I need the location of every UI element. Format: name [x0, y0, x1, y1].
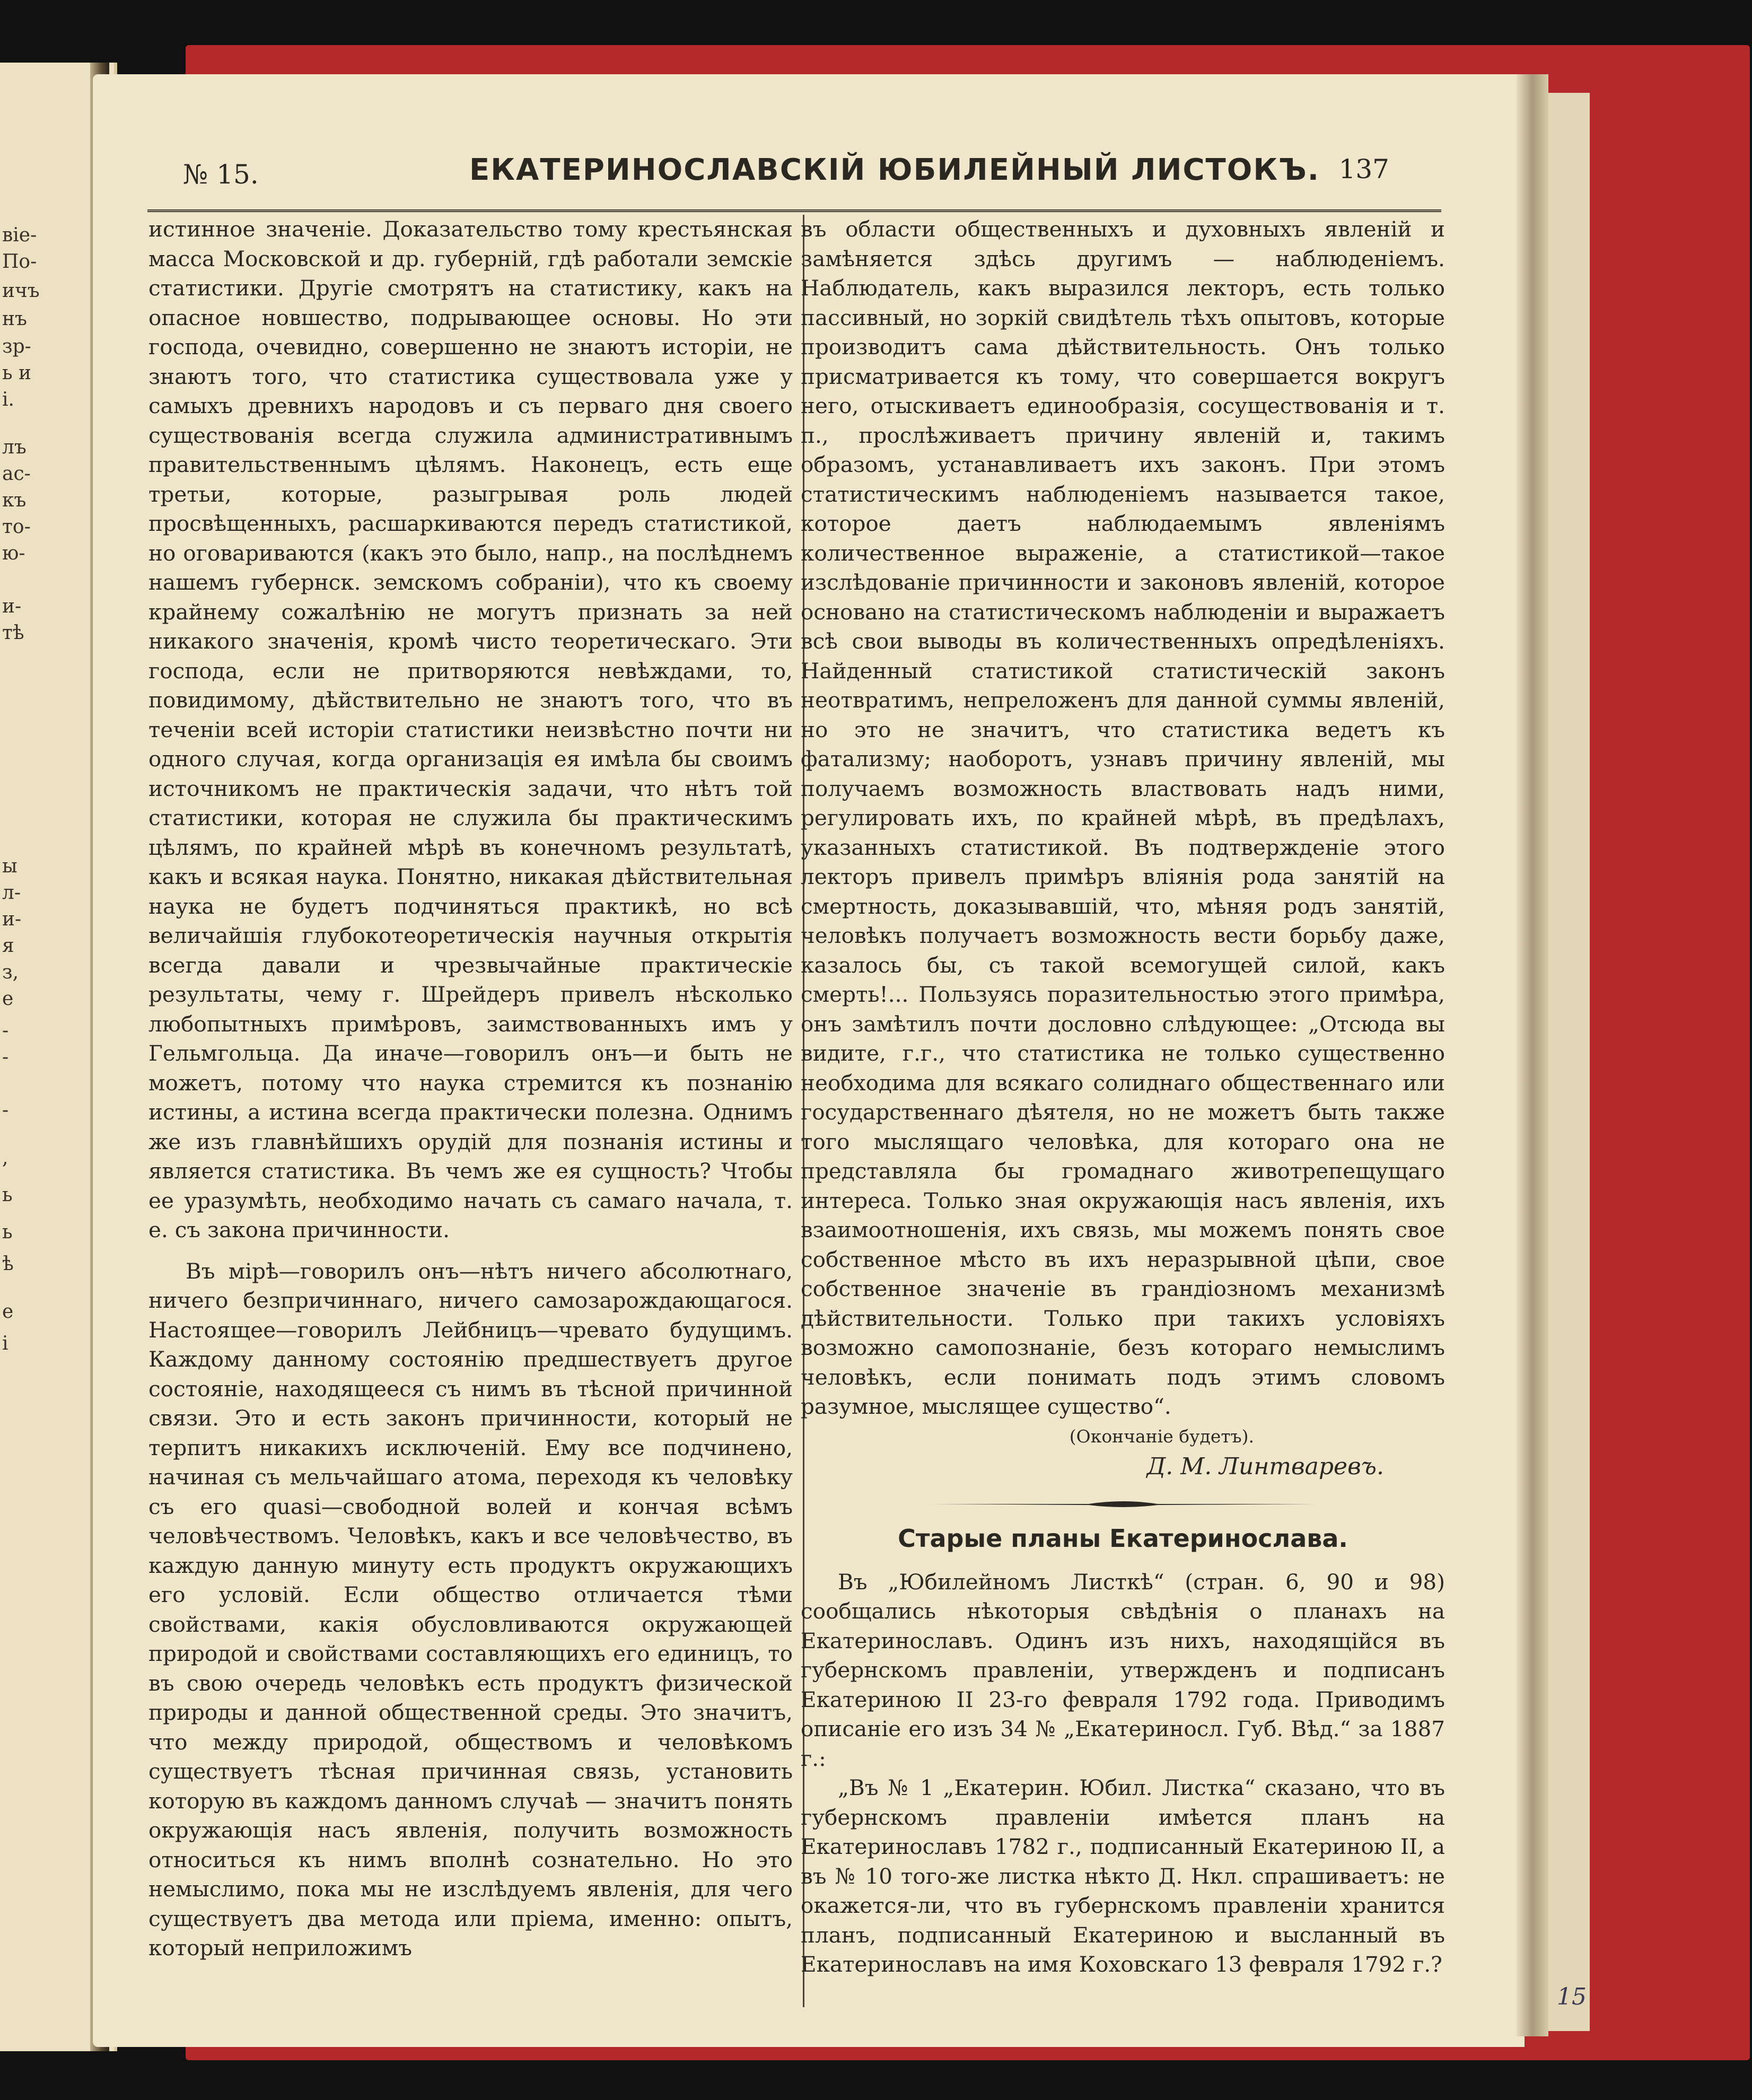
section-title: Старые планы Екатеринослава. [898, 1524, 1348, 1553]
facing-page-fragment: - [2, 1020, 9, 1042]
facing-page-fragment: - [2, 1046, 9, 1068]
facing-page-fragment: ичъ [2, 280, 40, 302]
facing-page-fragment: тѣ [2, 622, 24, 644]
facing-page-fragment: ѣ [2, 1253, 14, 1275]
facing-page-fragment: и- [2, 596, 22, 617]
facing-page-fragment: - [2, 1099, 9, 1121]
facing-page-fragment: зр- [2, 336, 31, 357]
left-paragraph-2: Въ мірѣ—говорилъ онъ—нѣтъ ничего абсолютнаго, ничего безпричиннаго, ничего самозарождающагося. Настоящее—говорилъ Лейбницъ—чревато будущимъ. Каждому данному состоянію предшествуетъ другое состояніе, находящееся съ нимъ въ тѣсной причинной связи. Это и есть законъ причинности, который не терпитъ никакихъ исключеній. Ему все подчинено, начиная съ мельчайшаго атома, переходя къ человѣку съ его quasi—свободной волей и кончая всѣмъ человѣчествомъ. Человѣкъ, какъ и все человѣчество, въ каждую данную минуту есть продуктъ окружающихъ его условій. Если общество отличается тѣми свойствами, какія обусловливаются окружающей природой и свойствами составляющихъ его единицъ, то въ свою очередь человѣкъ есть продуктъ физической природы и данной общественной среды. Это значитъ, что между природой, обществомъ и человѣкомъ существуетъ тѣсная причинная связь, установить которую въ каждомъ данномъ случаѣ — значитъ понять окружающія насъ явленія, получить возможность относиться къ нимъ вполнѣ сознательно. Но это немыслимо, пока мы не изслѣдуемъ явленія, для чего существуетъ два метода или пріема, именно: опытъ, который неприложимъ [148, 1258, 793, 1961]
pencil-margin-mark: 15 [1557, 1983, 1587, 2010]
page-curl-shadow [1517, 74, 1548, 2036]
continuation-note: (Окончаніе будетъ). [1069, 1425, 1254, 1447]
page-header [183, 148, 1389, 196]
facing-page-fragment: і [2, 1333, 8, 1354]
facing-page-fragment: віе- [2, 224, 37, 246]
facing-page-fragment: и- [2, 908, 22, 930]
facing-page-fragment: лъ [2, 436, 27, 458]
facing-page-fragment: е [2, 988, 14, 1010]
facing-page-fragment: ь [2, 1184, 13, 1206]
facing-page-fragment: По- [2, 251, 37, 273]
left-paragraph-1: истинное значеніе. Доказательство тому крестьянская масса Московской и др. губерній, гдѣ работали земскіе статистики. Другіе смотрятъ на статистику, какъ на опасное новшество, подрывающее основы. Но эти господа, очевидно, совершенно не знаютъ исторіи, не знаютъ того, что статистика существовала уже у самыхъ древнихъ народовъ и съ перваго дня своего существованія всегда служила административнымъ правительственнымъ цѣлямъ. Наконецъ, есть еще третьи, которые, разыгрывая роль людей просвѣщенныхъ, расшаркиваются передъ статистикой, но оговариваются (какъ это было, напр., на послѣднемъ нашемъ губернск. земскомъ собраніи), что къ своему крайнему сожалѣнію не могутъ признать за ней никакого значенія, кромѣ чисто теоретическаго. Эти господа, если не притворяются невѣждами, то, повидимому, дѣйствительно не знаютъ того, что въ теченіи всей исторіи статистики неизвѣстно почти ни одного случая, когда организація ея имѣла бы своимъ источникомъ не практическія задачи, что нѣтъ той статистики, которая не служила бы практическимъ цѣлямъ, по крайней мѣрѣ въ конечномъ результатѣ, какъ и всякая наука. Понятно, никакая дѣйствительная наука не будетъ подчиняться практикѣ, но всѣ величайшія глубокотеоретическія научныя открытія всегда давали и чрезвычайные практическіе результаты, чему г. Шрейдеръ привелъ нѣсколько любопытныхъ примѣровъ, заимствованныхъ имъ у Гельмгольца. Да иначе—говорилъ онъ—и быть не можетъ, потому что наука стремится къ познанію истины, а истина всегда практически полезна. Однимъ же изъ главнѣйшихъ орудій для познанія истины и является статистика. Въ чемъ же ея сущность? Чтобы ее уразумѣть, необходимо начать съ самаго начала, т. е. съ закона причинности. [148, 216, 793, 1242]
right-column [801, 215, 1445, 1980]
section-paragraph-2: „Въ № 1 „Екатерин. Юбил. Листка“ сказано, что въ губернскомъ правленіи имѣется планъ на Екатеринославъ 1782 г., подписанный Екатериною II, а въ № 10 того-же листка нѣкто Д. Нкл. спрашиваетъ: не окажется-ли, что въ губернскомъ правленіи хранится планъ, подписанный Екатериною и высланный въ Екатеринославъ на имя Коховскаго 13 февраля 1792 г.? [801, 1775, 1445, 1977]
author-signature: Д. М. Линтваревъ. [1146, 1452, 1384, 1480]
page-number: 137 [1338, 154, 1389, 185]
facing-page-fragment: ь [2, 1221, 13, 1243]
facing-page-fragment: ы [2, 855, 17, 877]
facing-page-fragment: з, [2, 961, 19, 983]
facing-page-fragment: къ [2, 489, 27, 511]
right-paragraph-1: въ области общественныхъ и духовныхъ явленій и замѣняется здѣсь другимъ — наблюденіемъ. Наблюдатель, какъ выразился лекторъ, есть только пассивный, но зоркій свидѣтель тѣхъ опытовъ, которые производитъ сама дѣйствительность. Онъ только присматривается къ тому, что совершается вокругъ него, отыскиваетъ единообразія, сосуществованія и т. п., прослѣживаетъ причину явленій и, такимъ образомъ, устанавливаетъ ихъ законъ. При этомъ статистическимъ наблюденіемъ называется такое, которое даетъ наблюдаемымъ явленіямъ количественное выраженіе, а статистикой—такое изслѣдованіе причинности и законовъ явленій, которое основано на статистическомъ наблюденіи и выражаетъ всѣ свои выводы въ количественныхъ опредѣленіяхъ. Найденный статистикой статистическій законъ неотвратимъ, непреложенъ для данной суммы явленій, но это не значитъ, что статистика ведетъ къ фатализму; наоборотъ, узнавъ причину явленій, мы получаемъ возможность властвовать надъ ними, регулировать ихъ, по крайней мѣрѣ, въ предѣлахъ, указанныхъ статистикой. Въ подтвержденіе этого лекторъ привелъ примѣръ вліянія рода занятій на смертность, доказывавшій, что, мѣняя родъ занятій, человѣкъ получаетъ возможность вести борьбу даже, казалось бы, съ такой всемогущей силой, какъ смерть!... Пользуясь поразительностью этого примѣра, онъ замѣтилъ почти дословно слѣдующее: „Отсюда вы видите, г.г., что статистика не только существенно необходима для всякаго солиднаго общественнаго или государственнаго дѣятеля, но не можетъ быть также того мыслящаго человѣка, для котораго она не представляла бы громаднаго животрепещущаго интереса. Только зная окружающія насъ явленія, ихъ взаимоотношенія, ихъ связь, мы можемъ понять свое собственное мѣсто въ ихъ неразрывной цѣпи, свое собственное значеніе въ грандіозномъ механизмѣ дѣйствительности. Только при такихъ условіяхъ возможно самопознаніе, безъ котораго немыслимъ человѣкъ, если понимать подъ этимъ словомъ разумное, мыслящее существо“. [801, 216, 1445, 1419]
facing-page-fragment: е [2, 1301, 14, 1323]
section-paragraph-1: Въ „Юбилейномъ Листкѣ“ (стран. 6, 90 и 98) сообщались нѣкоторыя свѣдѣнія о планахъ на Екатеринославъ. Одинъ изъ нихъ, находящійся въ губернскомъ правленіи, утвержденъ и подписанъ Екатериною II 23-го февраля 1792 года. Приводимъ описаніе его изъ 34 № „Екатериносл. Губ. Вѣд.“ за 1887 г.: [801, 1569, 1445, 1771]
facing-page-fragment: нъ [2, 308, 27, 330]
facing-page-fragment: , [2, 1147, 8, 1169]
facing-page-fragment: ас- [2, 463, 31, 485]
left-column [148, 215, 793, 1963]
facing-page-fragment: я [2, 935, 14, 957]
decorative-separator [930, 1499, 1317, 1509]
header-rule [147, 209, 1441, 212]
facing-page-fragment: л- [2, 882, 21, 904]
publication-title: ЕКАТЕРИНОСЛАВСКІЙ ЮБИЛЕЙНЫЙ ЛИСТОКЪ. [469, 153, 1320, 187]
facing-page-fragment: ю- [2, 542, 25, 564]
facing-page-fragment: і. [2, 389, 14, 410]
issue-number: № 15. [183, 159, 259, 190]
facing-page-fragment: то- [2, 516, 31, 538]
facing-page-fragment: ь и [2, 362, 32, 384]
